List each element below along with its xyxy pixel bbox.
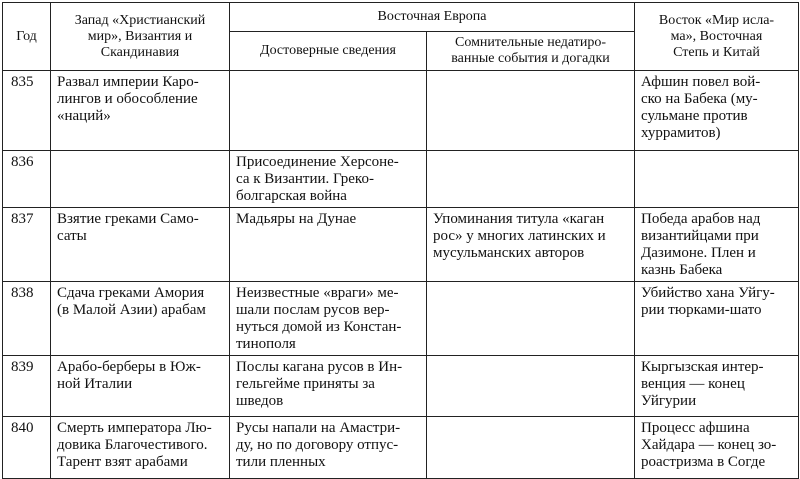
- header-reliable: Достоверные сведения: [230, 32, 427, 71]
- table-row: [3, 417, 799, 479]
- year-cell: 840: [3, 417, 51, 479]
- east-cell: Процесс афшина Хайдара — конец зо- роастризма в Согде: [635, 417, 799, 479]
- east-cell: Убийство хана Уйгу- рии тюрками-шато: [635, 282, 799, 356]
- doubtful-cell: [427, 356, 635, 417]
- header-west: Запад «Христианский мир», Византия и Скандинавия: [51, 3, 230, 71]
- west-cell: [51, 151, 230, 208]
- table-row: [3, 208, 799, 282]
- west-cell: Смерть императора Лю- довика Благочестивого. Тарент взят арабами: [51, 417, 230, 479]
- year-cell: 839: [3, 356, 51, 417]
- doubtful-cell: [427, 151, 635, 208]
- table-row: [3, 71, 799, 151]
- header-doubtful: Сомнительные недатиро- ванные события и догадки: [427, 32, 635, 71]
- chronology-table: [2, 2, 799, 479]
- year-cell: 837: [3, 208, 51, 282]
- header-year: Год: [3, 3, 51, 71]
- header-eastern-europe: Восточная Европа: [230, 3, 635, 32]
- west-cell: Сдача греками Амория (в Малой Азии) арабам: [51, 282, 230, 356]
- west-cell: Взятие греками Само- саты: [51, 208, 230, 282]
- header-east: Восток «Мир исла- ма», Восточная Степь и Китай: [635, 3, 799, 71]
- year-cell: 836: [3, 151, 51, 208]
- reliable-cell: Присоединение Херсоне- са к Византии. Греко- болгарская война: [230, 151, 427, 208]
- year-cell: 835: [3, 71, 51, 151]
- reliable-cell: Мадьяры на Дунае: [230, 208, 427, 282]
- reliable-cell: Русы напали на Амастри- ду, но по договору отпус- тили пленных: [230, 417, 427, 479]
- table-row: [3, 282, 799, 356]
- reliable-cell: Послы кагана русов в Ин- гельгейме приняты за шведов: [230, 356, 427, 417]
- table-row: [3, 356, 799, 417]
- east-cell: Победа арабов над византийцами при Дазимоне. Плен и казнь Бабека: [635, 208, 799, 282]
- west-cell: Развал империи Каро- лингов и обособление «наций»: [51, 71, 230, 151]
- east-cell: Кыргызская интер- венция — конец Уйгурии: [635, 356, 799, 417]
- east-cell: [635, 151, 799, 208]
- reliable-cell: [230, 71, 427, 151]
- doubtful-cell: [427, 71, 635, 151]
- west-cell: Арабо-берберы в Юж- ной Италии: [51, 356, 230, 417]
- doubtful-cell: [427, 282, 635, 356]
- reliable-cell: Неизвестные «враги» ме- шали послам русов вер- нуться домой из Констан- тинополя: [230, 282, 427, 356]
- year-cell: 838: [3, 282, 51, 356]
- east-cell: Афшин повел вой- ско на Бабека (му- сульмане против хуррамитов): [635, 71, 799, 151]
- doubtful-cell: Упоминания титула «каган рос» у многих латинских и мусульманских авторов: [427, 208, 635, 282]
- doubtful-cell: [427, 417, 635, 479]
- table-row: [3, 151, 799, 208]
